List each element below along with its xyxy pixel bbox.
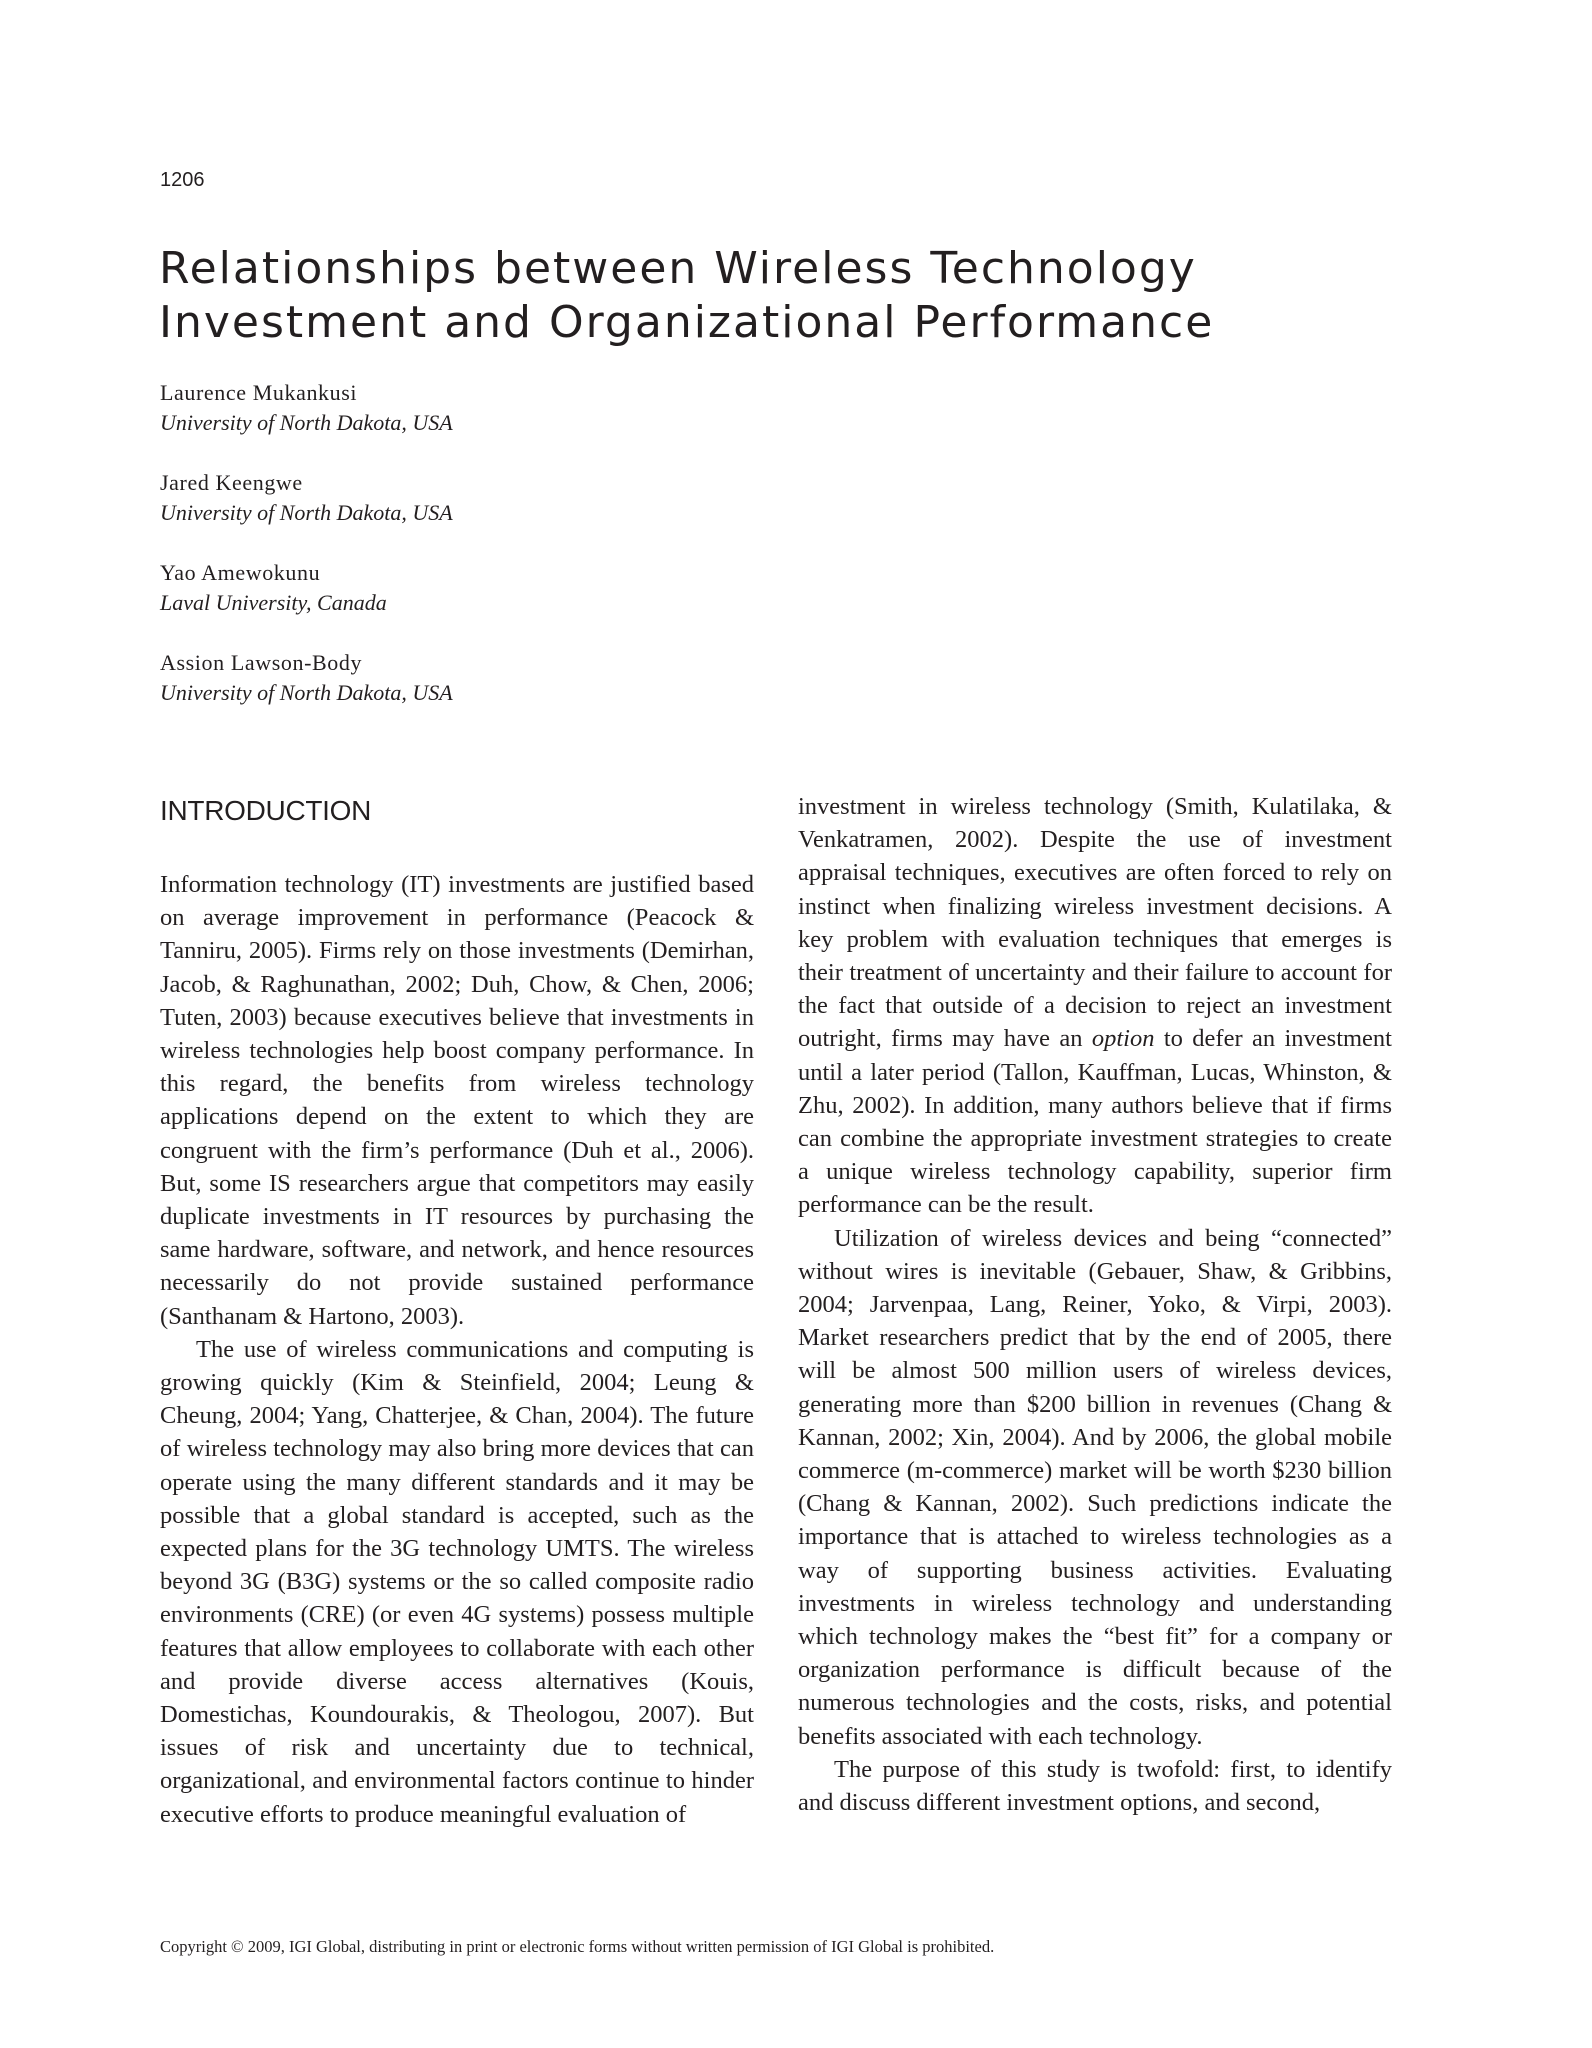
author-block bbox=[160, 648, 453, 708]
body-paragraph: Utilization of wireless devices and being “connected” without wires is inevitable (Gebauer, Shaw, & Gribbins, 2004; Jarvenpaa, Lang, Reiner, Yoko, & Virpi, 2003). Market researchers predict that by the end of 2005, there will be almost 500 million users of wireless devices, generating more than $200 billion in revenues (Chang & Kannan, 2002; Xin, 2004). And by 2006, the global mobile commerce (m-commerce) market will be worth $230 billion (Chang & Kannan, 2002). Such predictions indicate the importance that is attached to wireless technologies as a way of supporting business activities. Evaluating investments in wireless technology and understanding which technology makes the “best fit” for a company or organization performance is difficult because of the numerous technologies and the costs, risks, and potential benefits associated with each technology. bbox=[798, 1224, 1392, 1750]
body-paragraph bbox=[798, 790, 1392, 1222]
author-list bbox=[160, 378, 453, 738]
author-block bbox=[160, 378, 453, 438]
author-block bbox=[160, 558, 453, 618]
body-paragraph: The purpose of this study is twofold: first, to identify and discuss different investment options, and second, bbox=[798, 1755, 1392, 1817]
left-column bbox=[160, 786, 754, 1831]
author-affiliation: University of North Dakota, USA bbox=[160, 410, 453, 435]
copyright-footer: Copyright © 2009, IGI Global, distributing in print or electronic forms without written permission of IGI Global is prohibited. bbox=[160, 1937, 995, 1956]
emphasized-term: option bbox=[1091, 1025, 1155, 1053]
page-number: 1206 bbox=[160, 169, 205, 191]
author-affiliation: Laval University, Canada bbox=[160, 590, 387, 615]
author-affiliation: University of North Dakota, USA bbox=[160, 680, 453, 705]
author-name: Jared Keengwe bbox=[160, 470, 303, 495]
author-name: Yao Amewokunu bbox=[160, 560, 321, 585]
author-affiliation: University of North Dakota, USA bbox=[160, 500, 453, 525]
paragraph-text: investment in wireless technology (Smith, Kulatilaka, & Venkatramen, 2002). Despite the use of investment appraisal techniques, executives are often forced to rely on instinct when finalizing wireless investment decisions. A key problem with evaluation techniques that emerges is their treatment of uncertainty and their failure to account for the fact that outside of a decision to reject an investment outright, firms may have an bbox=[798, 793, 1392, 1053]
author-name: Laurence Mukankusi bbox=[160, 380, 358, 405]
paragraph-text: to defer an investment until a later period (Tallon, Kauffman, Lucas, Whinston, & Zhu, 2002). In addition, many authors believe that if firms can combine the appropriate investment strategies to create a unique wireless technology capability, superior firm performance can be the result. bbox=[798, 1025, 1392, 1219]
body-paragraph: Information technology (IT) investments are justified based on average improvement in performance (Peacock & Tanniru, 2005). Firms rely on those investments (Demirhan, Jacob, & Raghunathan, 2002; Duh, Chow, & Chen, 2006; Tuten, 2003) because executives believe that investments in wireless technologies help boost company performance. In this regard, the benefits from wireless technology applications depend on the extent to which they are congruent with the firm’s performance (Duh et al., 2006). But, some IS researchers argue that competitors may easily duplicate investments in IT resources by purchasing the same hardware, software, and network, and hence resources necessarily do not provide sustained performance (Santhanam & Hartono, 2003). bbox=[160, 871, 754, 1330]
body-paragraph: The use of wireless communications and computing is growing quickly (Kim & Steinfield, 2004; Leung & Cheung, 2004; Yang, Chatterjee, & Chan, 2004). The future of wireless technology may also bring more devices that can operate using the many different standards and it may be possible that a global standard is accepted, such as the expected plans for the 3G technology UMTS. The wireless beyond 3G (B3G) systems or the so called composite radio environments (CRE) (or even 4G systems) possess multiple features that allow employees to collaborate with each other and provide diverse access alternatives (Kouis, Domestichas, Koundourakis, & Theologou, 2007). But issues of risk and uncertainty due to technical, organizational, and environmental factors continue to hinder executive efforts to produce meaningful evaluation of bbox=[160, 1335, 754, 1828]
right-column bbox=[798, 790, 1392, 1819]
paper-title: Relationships between Wireless Technology Investment and Organizational Performance bbox=[159, 243, 1215, 348]
author-name: Assion Lawson-Body bbox=[160, 650, 363, 675]
author-block bbox=[160, 468, 453, 528]
section-heading-introduction: INTRODUCTION bbox=[160, 795, 372, 826]
